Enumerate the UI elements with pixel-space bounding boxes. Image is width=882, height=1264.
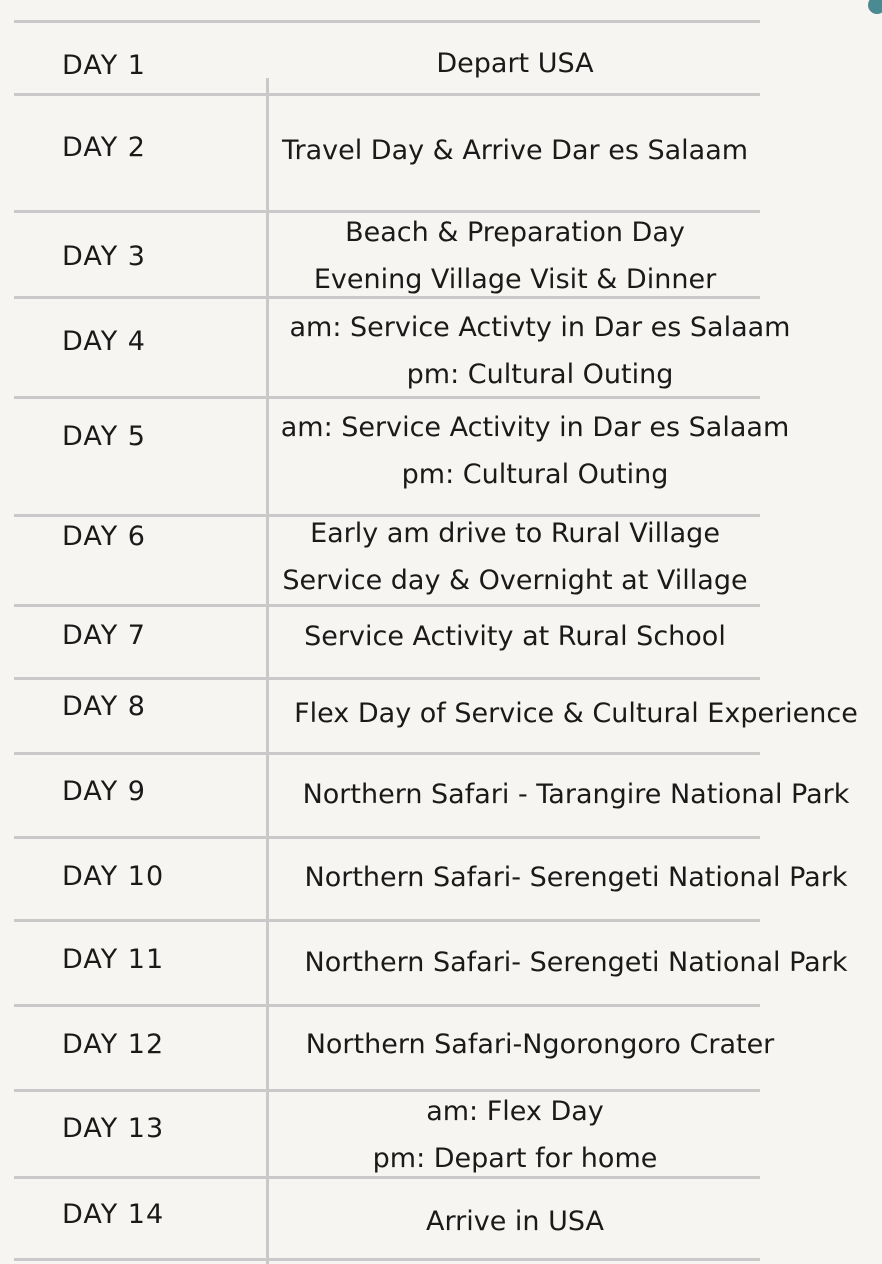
activity-line: Northern Safari - Tarangire National Park <box>302 779 850 810</box>
day-label: DAY 11 <box>62 944 165 975</box>
activity-line: pm: Cultural Outing <box>401 459 669 490</box>
row-divider <box>14 93 760 96</box>
activity-line: Service Activity at Rural School <box>304 621 726 652</box>
day-activity <box>270 939 882 986</box>
day-activity <box>270 40 760 87</box>
day-activity <box>270 613 760 660</box>
day-label: DAY 8 <box>62 691 146 722</box>
day-activity <box>270 854 882 901</box>
activity-line: Evening Village Visit & Dinner <box>313 264 717 295</box>
activity-line: Flex Day of Service & Cultural Experience <box>294 698 858 729</box>
row-divider <box>14 836 760 839</box>
day-activity <box>270 1198 760 1245</box>
activity-line: pm: Depart for home <box>372 1143 658 1174</box>
activity-line: am: Service Activty in Dar es Salaam <box>289 312 791 343</box>
row-divider <box>14 1258 760 1261</box>
day-label: DAY 9 <box>62 776 146 807</box>
top-rule <box>14 20 760 23</box>
day-label: DAY 6 <box>62 521 146 552</box>
day-activity <box>270 1021 810 1068</box>
day-activity <box>270 1088 760 1182</box>
day-activity <box>270 127 760 174</box>
row-divider <box>14 1004 760 1007</box>
day-label: DAY 1 <box>62 50 146 81</box>
column-divider <box>266 78 269 1264</box>
day-label: DAY 3 <box>62 241 146 272</box>
day-label: DAY 5 <box>62 421 146 452</box>
day-activity <box>270 510 760 604</box>
day-label: DAY 7 <box>62 620 146 651</box>
day-label: DAY 2 <box>62 132 146 163</box>
row-divider <box>14 604 760 607</box>
day-activity <box>270 209 760 303</box>
activity-line: Travel Day & Arrive Dar es Salaam <box>281 135 749 166</box>
activity-line: am: Service Activity in Dar es Salaam <box>280 412 790 443</box>
activity-line: Northern Safari-Ngorongoro Crater <box>305 1029 775 1060</box>
activity-line: Northern Safari- Serengeti National Park <box>304 947 848 978</box>
activity-line: Service day & Overnight at Village <box>282 565 748 596</box>
day-label: DAY 4 <box>62 326 146 357</box>
activity-line: am: Flex Day <box>426 1096 604 1127</box>
day-label: DAY 10 <box>62 861 165 892</box>
day-label: DAY 14 <box>62 1199 165 1230</box>
day-label: DAY 12 <box>62 1029 165 1060</box>
corner-decoration <box>868 0 882 14</box>
row-divider <box>14 677 760 680</box>
day-activity <box>270 304 810 398</box>
day-activity <box>270 404 800 498</box>
day-activity <box>270 690 882 737</box>
activity-line: Depart USA <box>436 48 594 79</box>
activity-line: Arrive in USA <box>426 1206 604 1237</box>
activity-line: Early am drive to Rural Village <box>310 518 720 549</box>
activity-line: Northern Safari- Serengeti National Park <box>304 862 848 893</box>
activity-line: pm: Cultural Outing <box>406 359 674 390</box>
day-activity <box>270 771 882 818</box>
row-divider <box>14 752 760 755</box>
day-label: DAY 13 <box>62 1113 165 1144</box>
row-divider <box>14 919 760 922</box>
activity-line: Beach & Preparation Day <box>345 217 685 248</box>
